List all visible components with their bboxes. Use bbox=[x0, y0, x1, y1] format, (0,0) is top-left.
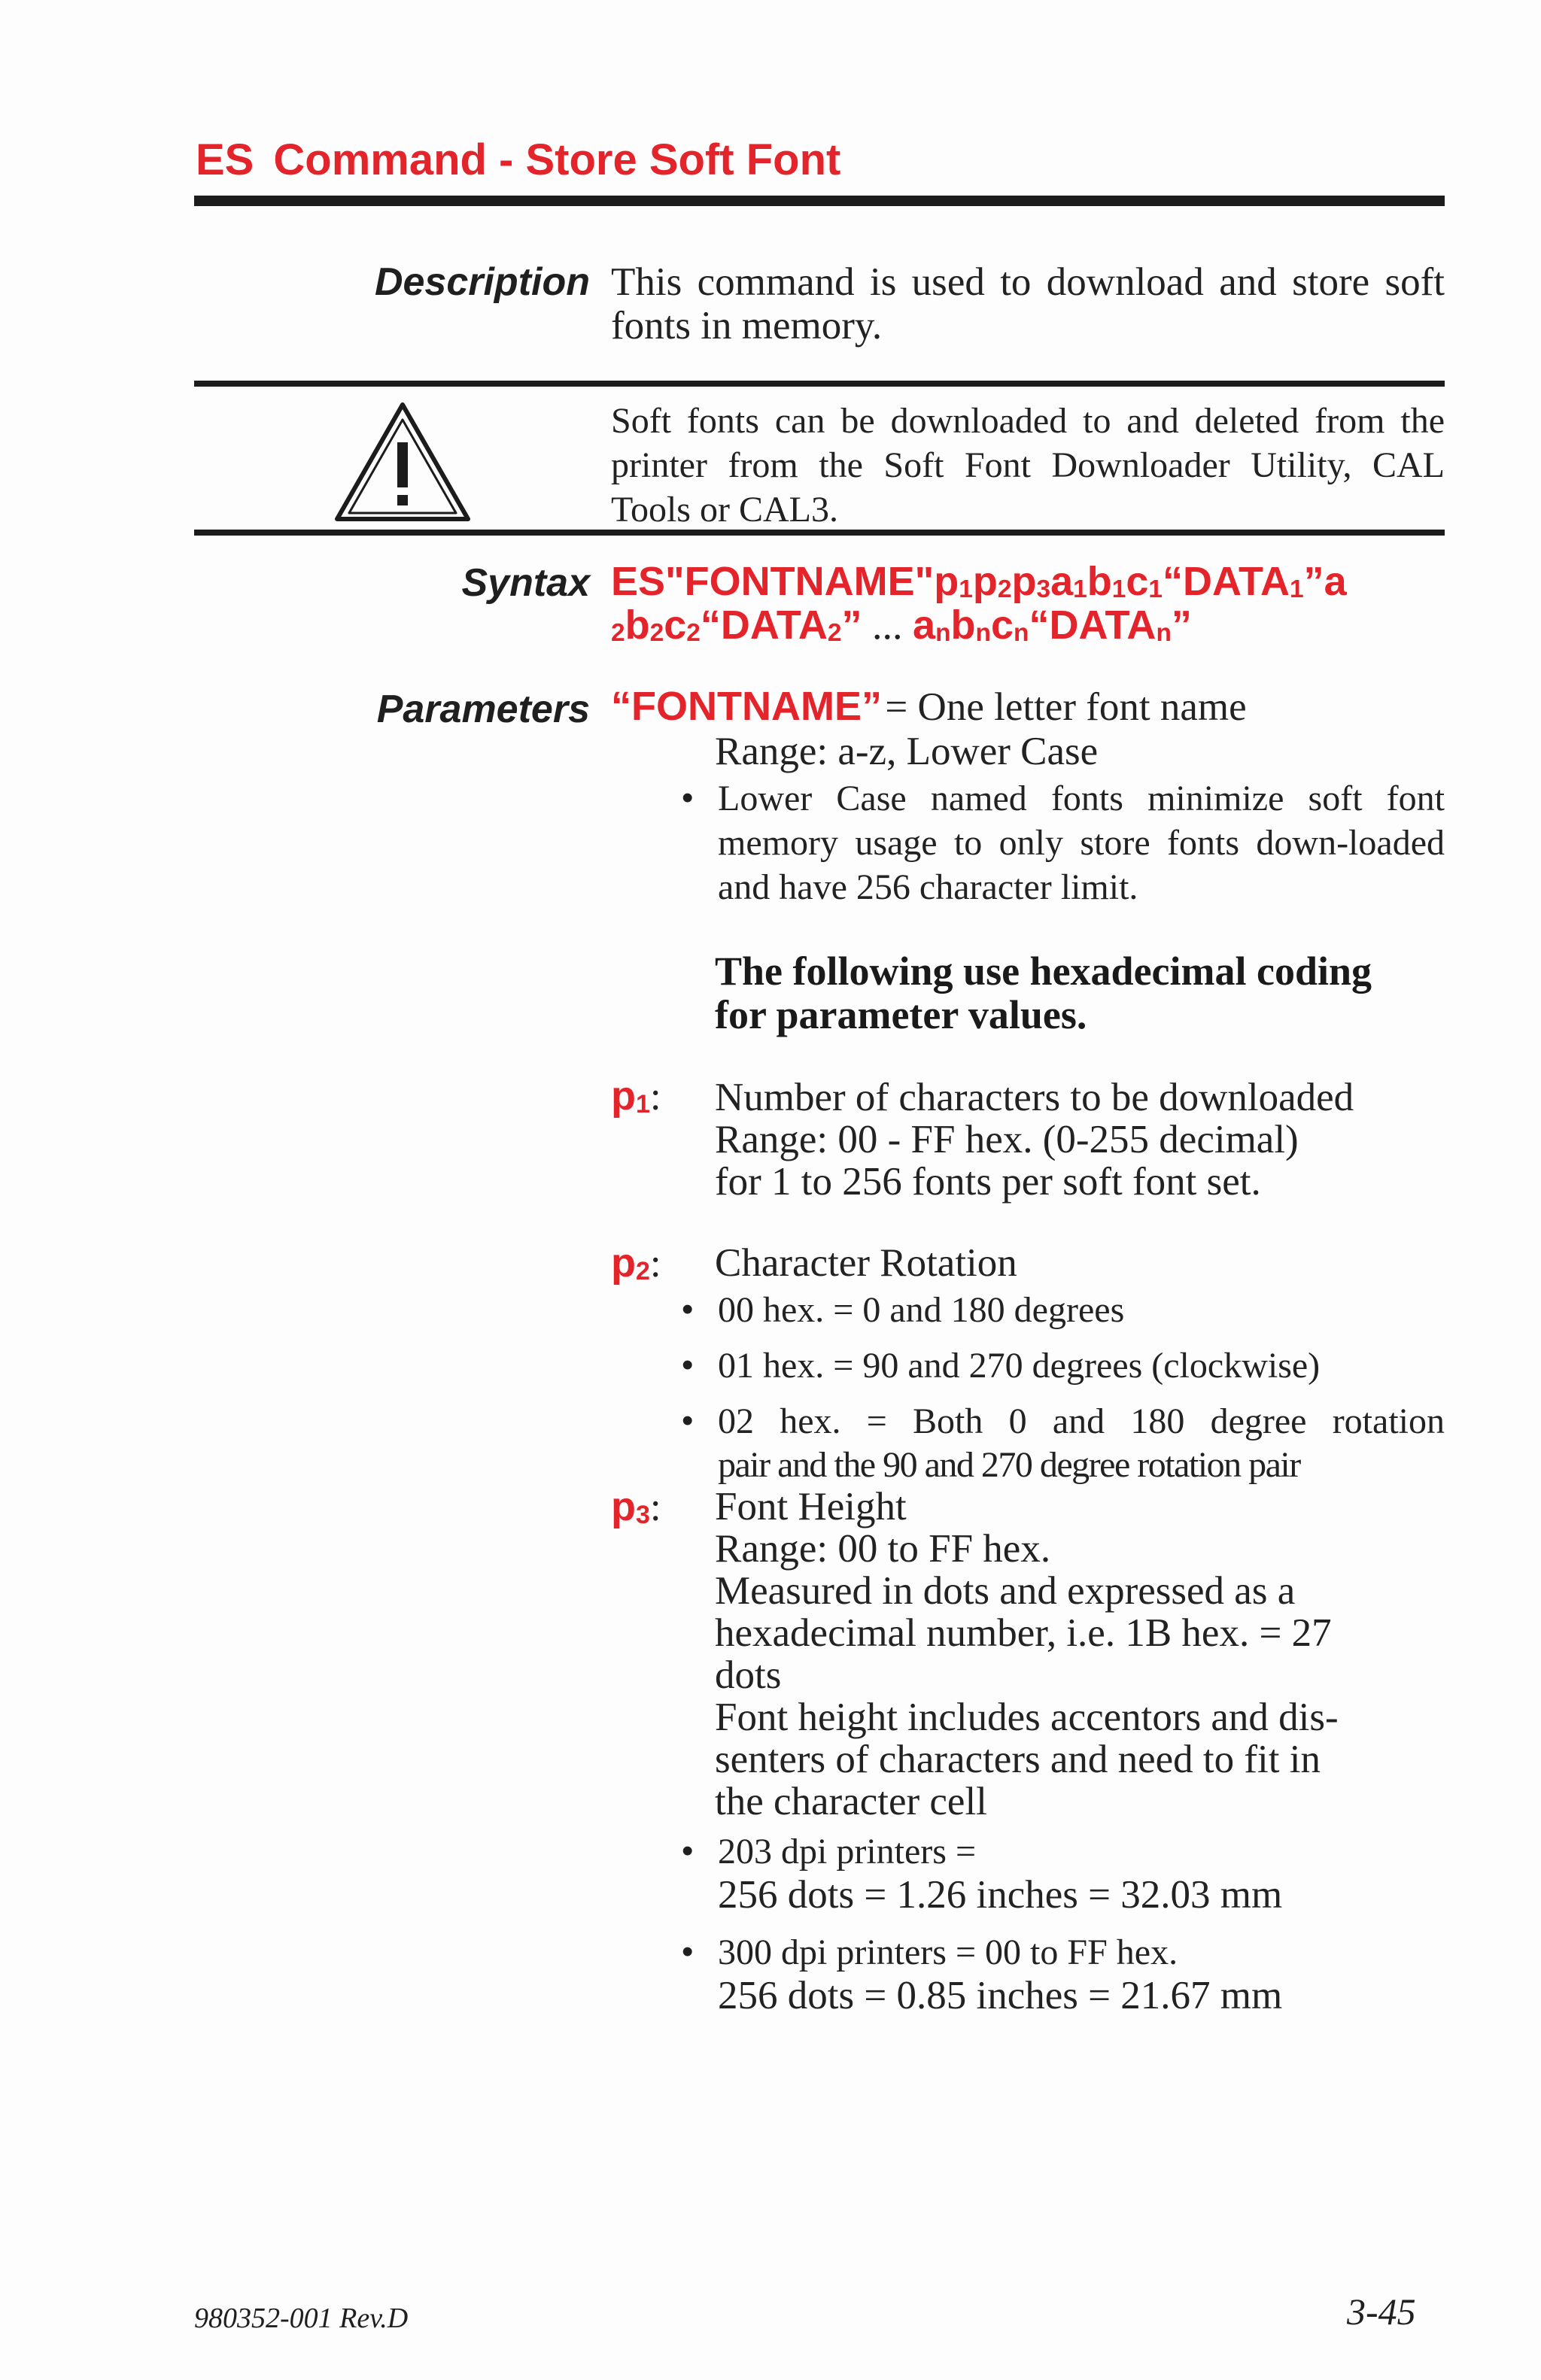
p2-label bbox=[611, 1241, 661, 1293]
p2-bullet-cont: pair and the 90 and 270 degree rotation pair bbox=[718, 1445, 1300, 1485]
p3-line: Measured in dots and expressed as a bbox=[715, 1569, 1296, 1613]
bullet-dot: • bbox=[682, 1402, 694, 1439]
p2-bullet: 00 hex. = 0 and 180 degrees bbox=[718, 1290, 1125, 1330]
parameters-label: Parameters bbox=[376, 688, 590, 731]
syntax-sub: n bbox=[1156, 619, 1172, 648]
syntax-text: c bbox=[1126, 559, 1149, 604]
syntax-sub: 2 bbox=[827, 619, 842, 648]
syntax-sub: n bbox=[975, 619, 991, 648]
syntax-sub: 3 bbox=[1036, 575, 1051, 604]
syntax-ellipsis: ... bbox=[862, 603, 913, 648]
syntax-sub: n bbox=[935, 619, 951, 648]
syntax-text: p bbox=[1011, 559, 1037, 604]
syntax-sub: 2 bbox=[997, 575, 1012, 604]
p1-colon: : bbox=[649, 1075, 661, 1119]
syntax-sub: n bbox=[1014, 619, 1029, 648]
p2-sub: 2 bbox=[636, 1257, 650, 1286]
p3-colon: : bbox=[649, 1486, 661, 1529]
syntax-sub: 1 bbox=[1290, 575, 1304, 604]
syntax-text: a bbox=[913, 603, 936, 648]
fontname-desc: = One letter font name bbox=[885, 685, 1247, 729]
note-rule bbox=[194, 530, 1445, 536]
bullet-dot: • bbox=[682, 1346, 694, 1383]
p3-sub: 3 bbox=[636, 1501, 650, 1530]
syntax-sub: 1 bbox=[1111, 575, 1126, 604]
description-rule bbox=[194, 381, 1445, 387]
p3-line: Font Height bbox=[715, 1485, 907, 1528]
p3-line: hexadecimal number, i.e. 1B hex. = 27 bbox=[715, 1611, 1332, 1655]
syntax-text: “DATA bbox=[1163, 559, 1290, 604]
page-title bbox=[196, 134, 840, 187]
p3-name: p bbox=[611, 1484, 636, 1529]
syntax-sub: 2 bbox=[686, 619, 701, 648]
syntax-text: “DATA bbox=[1029, 603, 1157, 648]
p3-line: dots bbox=[715, 1653, 782, 1697]
p3-label bbox=[611, 1485, 661, 1537]
syntax-text: “DATA bbox=[700, 603, 828, 648]
syntax-sub: 1 bbox=[1073, 575, 1087, 604]
note-text: Soft fonts can be downloaded to and deleted from the printer from the Soft Font Downloader Utility, CAL Tools or CAL3. bbox=[611, 401, 1445, 530]
bullet-dot: • bbox=[682, 779, 694, 816]
p3-bullet: 300 dpi printers = 00 to FF hex. bbox=[718, 1932, 1178, 1972]
syntax-sub: 2 bbox=[611, 619, 625, 648]
fontname-param bbox=[611, 685, 1247, 729]
syntax-text: ” bbox=[1171, 603, 1192, 648]
p2-name: p bbox=[611, 1240, 636, 1286]
bullet-dot: • bbox=[682, 1832, 694, 1869]
syntax-text: b bbox=[625, 603, 650, 648]
p3-line: Font height includes accentors and dis- bbox=[715, 1695, 1339, 1739]
command-title: Command - Store Soft Font bbox=[273, 135, 841, 184]
syntax-sub: 2 bbox=[649, 619, 664, 648]
syntax-sub: 1 bbox=[1148, 575, 1163, 604]
syntax-text: a bbox=[1050, 559, 1074, 604]
warning-triangle-icon bbox=[331, 400, 474, 528]
bullet-dot: • bbox=[682, 1933, 694, 1970]
title-rule bbox=[194, 196, 1445, 206]
p2-bullet: 01 hex. = 90 and 270 degrees (clockwise) bbox=[718, 1346, 1321, 1386]
bullet-dot: • bbox=[682, 1291, 694, 1328]
syntax-text: p bbox=[972, 559, 998, 604]
p2-bullet: 02 hex. = Both 0 and 180 degree rotation bbox=[718, 1401, 1445, 1441]
p2-title: Character Rotation bbox=[715, 1241, 1017, 1285]
p1-line: Range: 00 - FF hex. (0-255 decimal) bbox=[715, 1118, 1299, 1161]
fontname-bullet: Lower Case named fonts minimize soft font memory usage to only store fonts down-loaded and have 256 character limit. bbox=[718, 779, 1445, 907]
syntax-line-2 bbox=[611, 603, 1192, 653]
p1-label bbox=[611, 1074, 661, 1126]
p3-line: senters of characters and need to fit in bbox=[715, 1738, 1321, 1781]
p3-line: the character cell bbox=[715, 1780, 987, 1823]
syntax-text: ” bbox=[841, 603, 862, 648]
page-number: 3-45 bbox=[1347, 2290, 1416, 2333]
syntax-sub: 1 bbox=[959, 575, 973, 604]
p3-bullet-cont: 256 dots = 1.26 inches = 32.03 mm bbox=[718, 1873, 1283, 1917]
syntax-text: b bbox=[950, 603, 976, 648]
syntax-text: ”a bbox=[1303, 559, 1347, 604]
description-text: This command is used to download and store soft fonts in memory. bbox=[611, 260, 1445, 348]
fontname-range: Range: a-z, Lower Case bbox=[715, 730, 1099, 773]
p1-sub: 1 bbox=[636, 1090, 650, 1119]
p3-line: Range: 00 to FF hex. bbox=[715, 1527, 1051, 1571]
syntax-label: Syntax bbox=[461, 561, 590, 605]
syntax-text: c bbox=[664, 603, 687, 648]
p1-line: for 1 to 256 fonts per soft font set. bbox=[715, 1160, 1261, 1204]
p1-line: Number of characters to be downloaded bbox=[715, 1076, 1354, 1119]
syntax-text: ES"FONTNAME"p bbox=[611, 559, 959, 604]
syntax-text: b bbox=[1087, 559, 1112, 604]
fontname-name: “FONTNAME” bbox=[611, 684, 882, 729]
description-label: Description bbox=[374, 260, 590, 304]
p2-colon: : bbox=[649, 1242, 661, 1286]
p1-name: p bbox=[611, 1073, 636, 1119]
syntax-text: c bbox=[990, 603, 1014, 648]
p3-bullet-cont: 256 dots = 0.85 inches = 21.67 mm bbox=[718, 1974, 1283, 2017]
hex-note: The following use hexadecimal coding for parameter values. bbox=[715, 949, 1372, 1037]
p3-bullet: 203 dpi printers = bbox=[718, 1832, 977, 1872]
footer-doc-number: 980352-001 Rev.D bbox=[194, 2303, 409, 2334]
command-code: ES bbox=[196, 135, 254, 184]
